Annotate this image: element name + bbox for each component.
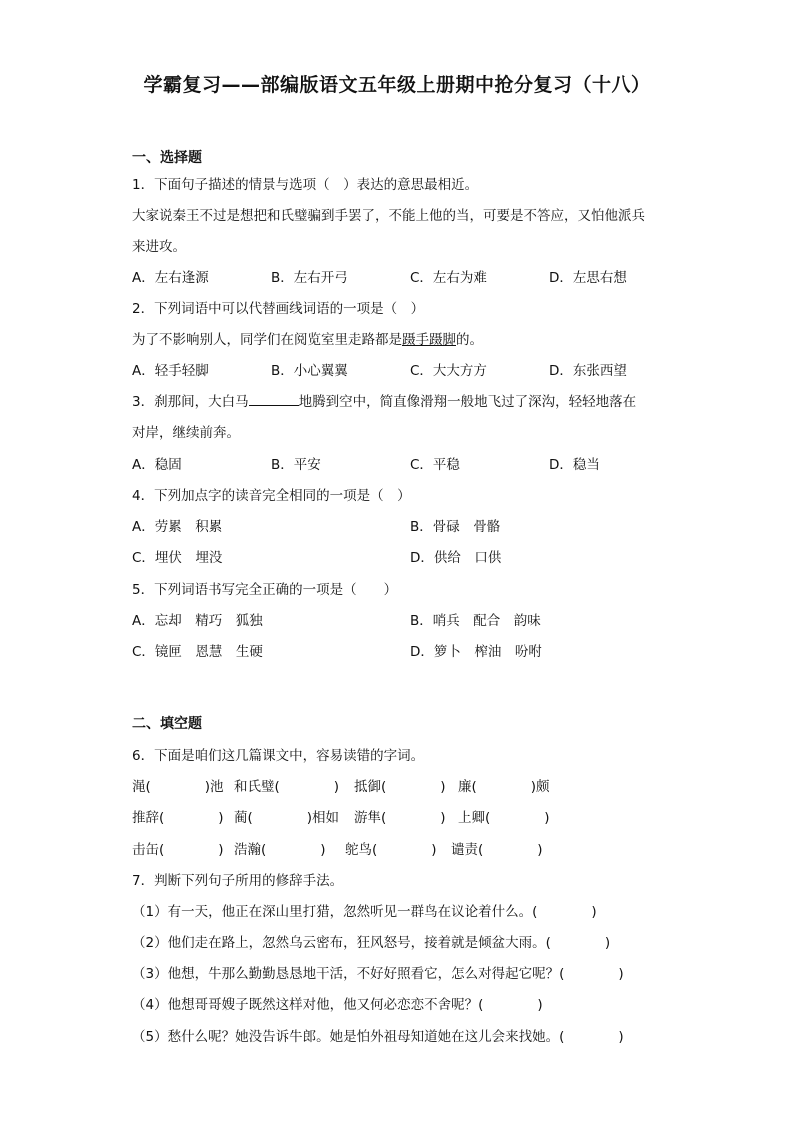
q3-answer-blank[interactable] [249,393,299,406]
q1-text-line1: 大家说秦王不过是想把和氏璧骗到手罢了，不能上他的当，可要是不答应，又怕他派兵 [132,208,645,224]
q7-item-5[interactable]: （5）愁什么呢？她没告诉牛郎。她是怕外祖母知道她在这儿会来找她。( ) [132,1029,624,1045]
q1-option-a: A．左右逢源 [132,270,209,286]
q1-stem: 1．下面句子描述的情景与选项（ ）表达的意思最相近。 [132,177,479,193]
q6-word-6[interactable]: 蔺( )相如 [234,810,340,826]
q6-word-3[interactable]: 抵御( ) [354,779,446,795]
section-heading-choice: 一、选择题 [132,150,202,166]
q4-stem: 4．下列加点字的读音完全相同的一项是（ ） [132,488,411,504]
q1-text-line2: 来进攻。 [132,239,186,255]
q7-item-1[interactable]: （1）有一天，他正在深山里打猎，忽然听见一群鸟在议论着什么。( ) [132,904,597,920]
q1-option-c: C．左右为难 [410,270,487,286]
q2-stem: 2．下列词语中可以代替画线词语的一项是（ ） [132,301,425,317]
q7-stem: 7．判断下列句子所用的修辞手法。 [132,873,344,889]
q2-text-after: 的。 [456,332,483,348]
q5-option-a: A．忘却 精巧 狐独 [132,613,263,629]
q3-option-b: B．平安 [271,457,321,473]
q7-item-2[interactable]: （2）他们走在路上，忽然乌云密布，狂风怒号，接着就是倾盆大雨。( ) [132,935,611,951]
q6-word-1[interactable]: 渑( )池 [132,779,224,795]
q6-word-4[interactable]: 廉( )颇 [458,779,550,795]
q6-word-5[interactable]: 推辞( ) [132,810,224,826]
q4-option-d: D．供给 口供 [410,550,502,566]
section-heading-fill: 二、填空题 [132,716,202,732]
q5-stem: 5．下列词语书写完全正确的一项是（ ） [132,582,398,598]
q5-option-d: D．箩卜 榨油 吩咐 [410,644,542,660]
q6-word-8[interactable]: 上卿( ) [458,810,550,826]
q4-option-a: A．劳累 积累 [132,519,223,535]
q7-item-3[interactable]: （3）他想，牛那么勤勤恳恳地干活，不好好照看它，怎么对得起它呢？( ) [132,966,624,982]
q1-option-b: B．左右开弓 [271,270,348,286]
q6-word-10[interactable]: 浩瀚( ) [234,842,326,858]
q7-item-4[interactable]: （4）他想哥哥嫂子既然这样对他，他又何必恋恋不舍呢？( ) [132,997,543,1013]
q6-word-11[interactable]: 鸵鸟( ) [345,842,437,858]
q6-word-12[interactable]: 谴责( ) [451,842,543,858]
q6-stem: 6．下面是咱们这几篇课文中，容易读错的字词。 [132,748,425,764]
q2-option-a: A．轻手轻脚 [132,363,209,379]
q1-option-d: D．左思右想 [549,270,627,286]
q2-text-before: 为了不影响别人，同学们在阅览室里走路都是 [132,332,402,348]
q3-text-before: 3．刹那间，大白马 [132,394,249,410]
q2-text [132,328,483,348]
q5-option-c: C．镜匣 恩慧 生硬 [132,644,263,660]
q2-underlined-phrase: 蹑手蹑脚 [402,332,456,348]
q6-word-9[interactable]: 击缶( ) [132,842,224,858]
q4-option-c: C．埋伏 埋没 [132,550,223,566]
q6-word-2[interactable]: 和氏璧( ) [234,779,340,795]
q3-text [132,390,636,410]
q2-option-c: C．大大方方 [410,363,487,379]
q3-option-c: C．平稳 [410,457,460,473]
q3-option-d: D．稳当 [549,457,600,473]
q2-option-d: D．东张西望 [549,363,627,379]
q5-option-b: B．哨兵 配合 韵味 [410,613,541,629]
q4-option-b: B．骨碌 骨骼 [410,519,501,535]
q2-option-b: B．小心翼翼 [271,363,348,379]
q3-text-line2: 对岸，继续前奔。 [132,425,240,441]
q3-text-after: 地腾到空中，简直像滑翔一般地飞过了深沟，轻轻地落在 [298,394,637,410]
page-title: 学霸复习——部编版语文五年级上册期中抢分复习（十八） [143,74,651,96]
q6-word-7[interactable]: 游隼( ) [354,810,446,826]
q3-option-a: A．稳固 [132,457,182,473]
